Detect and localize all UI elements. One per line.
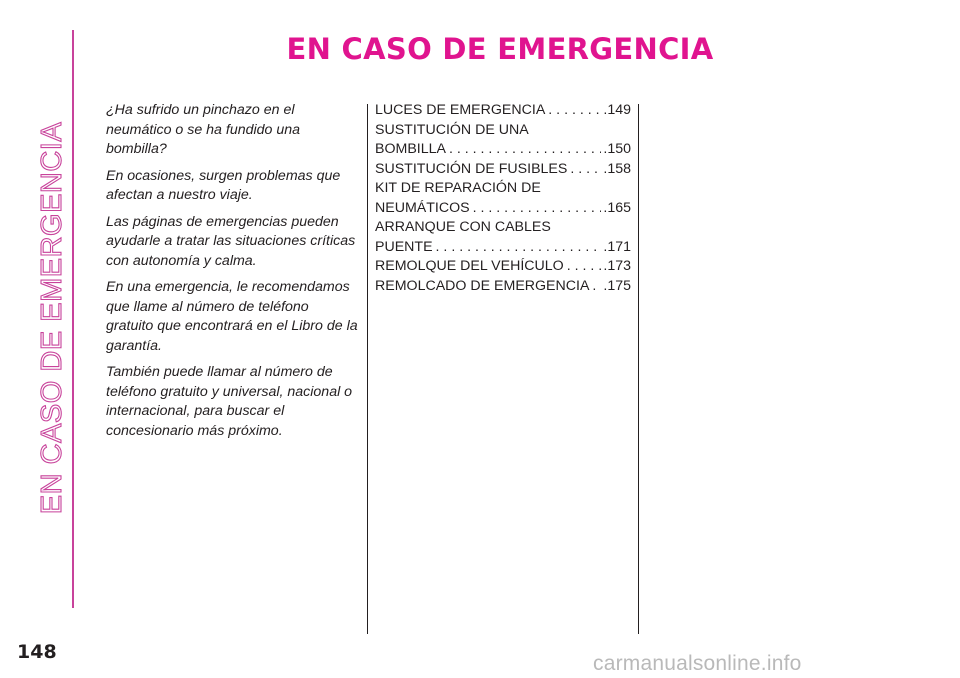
toc-entry-label: NEUMÁTICOS [375,199,470,216]
column-divider-right [638,104,639,634]
toc-entry-page: .165 [603,199,631,216]
toc-entry[interactable] [375,179,631,218]
intro-line: teléfono gratuito y universal, nacional o [106,383,353,400]
toc-entry[interactable] [375,160,631,180]
page-title: EN CASO DE EMERGENCIA [286,32,714,66]
intro-paragraph [106,101,364,160]
toc-entry-line [375,199,631,219]
toc-entry[interactable] [375,101,631,121]
intro-line: concesionario más próximo. [106,422,283,439]
intro-text [106,101,364,448]
side-rule [72,30,74,608]
intro-paragraph [106,213,364,272]
toc-leader-dots [589,277,601,297]
intro-line: gratuito que encontrará en el Libro de la [106,318,358,334]
toc-leader-dots [470,199,602,219]
toc-entry-lead-line: ARRANQUE CON CABLES [375,219,551,235]
toc-entry-lead-line: SUSTITUCIÓN DE UNA [375,121,529,138]
section-side-title: EN CASO DE EMERGENCIA [36,121,68,515]
toc-leader-dots [545,101,601,121]
watermark: carmanualsonline.info [593,652,802,675]
toc-entry-label: BOMBILLA [375,141,446,157]
toc-entry-label: SUSTITUCIÓN DE FUSIBLES [375,160,568,177]
toc-entry-line [375,257,631,277]
toc-entry[interactable] [375,277,631,297]
toc-entry-label: PUENTE [375,238,433,255]
intro-line: que llame al número de teléfono [106,298,309,315]
intro-line: internacional, para buscar el [106,403,285,419]
intro-line: También puede llamar al número de [106,364,333,380]
intro-line: bombilla? [106,141,167,157]
toc-entry-lead-line: KIT DE REPARACIÓN DE [375,180,541,196]
intro-paragraph [106,167,364,206]
toc-entry[interactable] [375,257,631,277]
toc-entry-line [375,101,631,121]
toc-entry-page: .171 [603,238,631,255]
intro-paragraph [106,363,364,441]
toc-entry-label: LUCES DE EMERGENCIA [375,102,546,118]
toc-entry-line [375,140,631,160]
toc-entry-page: .173 [603,258,631,274]
toc-entry-page: .150 [603,141,631,157]
column-divider-left [367,104,368,634]
toc-entry-label: REMOLQUE DEL VEHÍCULO [375,258,564,274]
toc-entry-page: .158 [603,160,631,177]
intro-line: Las páginas de emergencias pueden [106,213,339,230]
toc-entry[interactable] [375,121,631,160]
toc-entry-page: .149 [603,102,631,118]
intro-line: con autonomía y calma. [106,252,257,269]
intro-line: ¿Ha sufrido un pinchazo en el [106,102,295,118]
toc-entry[interactable] [375,218,631,257]
toc-entry-label: REMOLCADO DE EMERGENCIA [375,277,590,294]
table-of-contents [375,101,631,296]
intro-line: En ocasiones, surgen problemas que [106,167,341,184]
toc-entry-line [375,160,631,180]
toc-entry-page: .175 [603,277,631,294]
intro-line: ayudarle a tratar las situaciones críticas [106,233,356,249]
toc-leader-dots [433,238,602,258]
toc-leader-dots [567,160,601,180]
intro-line: En una emergencia, le recomendamos [106,279,350,295]
toc-leader-dots [564,257,602,277]
page-number: 148 [17,641,57,663]
intro-line: garantía. [106,337,163,354]
toc-leader-dots [446,140,601,160]
toc-entry-line [375,277,631,297]
intro-line: afectan a nuestro viaje. [106,187,253,203]
toc-entry-line [375,238,631,258]
intro-paragraph [106,278,364,356]
intro-line: neumático o se ha fundido una [106,121,301,138]
